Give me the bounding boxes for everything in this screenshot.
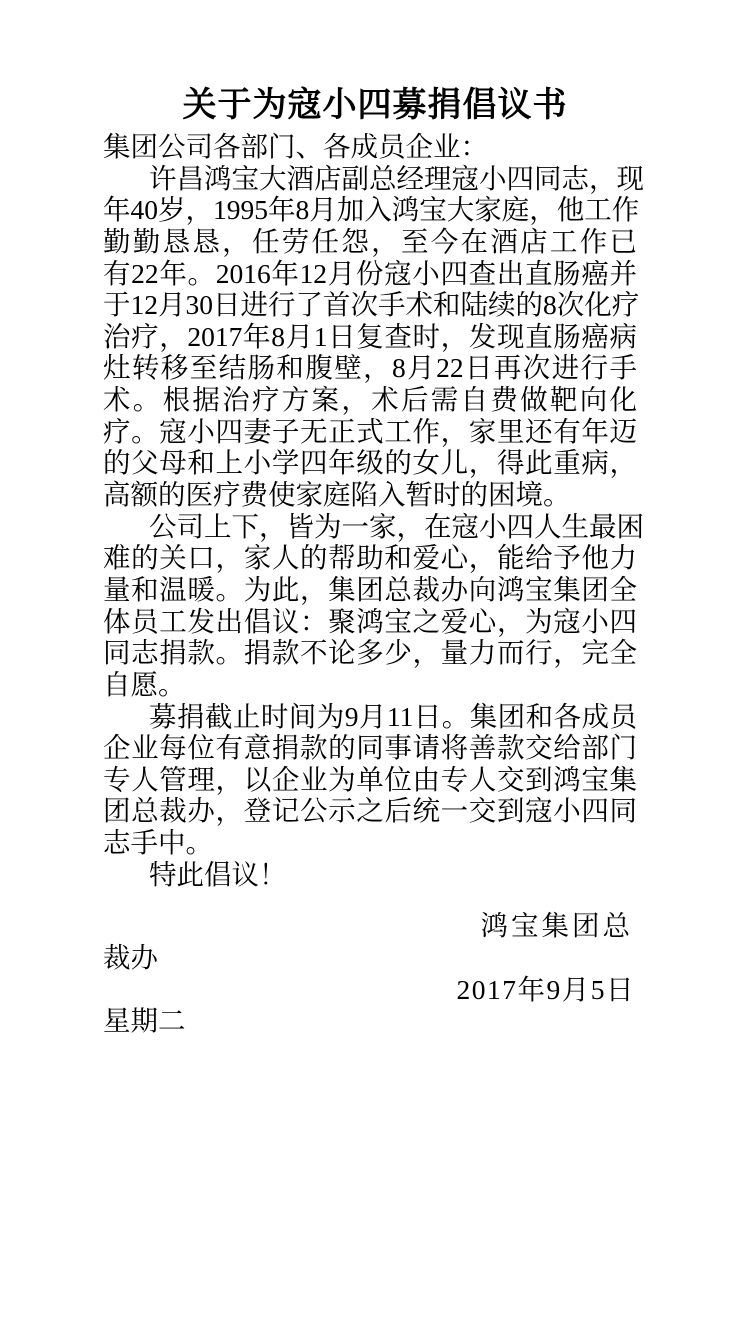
signature-org-line: 鸿宝集团总 bbox=[480, 910, 633, 942]
body-line: 疗。寇小四妻子无正式工作，家里还有年迈 bbox=[103, 415, 637, 447]
body-line: 志手中。 bbox=[103, 827, 213, 859]
body-line: 的父母和上小学四年级的女儿，得此重病， bbox=[103, 447, 637, 479]
body-line: 勤勤恳恳，任劳任怨，至今在酒店工作已 bbox=[103, 225, 637, 257]
signature-weekday-line: 星期二 bbox=[103, 1005, 186, 1037]
salutation-line: 集团公司各部门、各成员企业： bbox=[103, 131, 488, 162]
body-line: 高额的医疗费使家庭陷入暂时的困境。 bbox=[103, 479, 571, 511]
body-line: 专人管理，以企业为单位由专人交到鸿宝集 bbox=[103, 763, 637, 795]
body-line: 公司上下，皆为一家，在寇小四人生最困 bbox=[149, 510, 644, 542]
body-line: 同志捐款。捐款不论多少，量力而行，完全 bbox=[103, 637, 637, 669]
body-line: 募捐截止时间为9月11日。集团和各成员 bbox=[149, 700, 637, 732]
body-line: 灶转移至结肠和腹壁，8月22日再次进行手 bbox=[103, 352, 637, 384]
closing-line: 特此倡议！ bbox=[149, 858, 287, 890]
body-line: 团总裁办，登记公示之后统一交到寇小四同 bbox=[103, 795, 637, 827]
body-line: 许昌鸿宝大酒店副总经理寇小四同志，现 bbox=[149, 162, 644, 194]
blank-line bbox=[103, 890, 637, 910]
body-line: 于12月30日进行了首次手术和陆续的8次化疗 bbox=[103, 289, 640, 321]
body-line: 企业每位有意捐款的同事请将善款交给部门 bbox=[103, 732, 637, 764]
document-body bbox=[103, 131, 644, 1037]
body-line: 自愿。 bbox=[103, 668, 186, 700]
body-line: 治疗，2017年8月1日复查时，发现直肠癌病 bbox=[103, 320, 637, 352]
signature-date-line: 2017年9月5日 bbox=[456, 973, 635, 1005]
document-title: 关于为寇小四募捐倡议书 bbox=[182, 86, 568, 124]
body-line: 难的关口，家人的帮助和爱心，能给予他力 bbox=[103, 542, 637, 574]
body-line: 体员工发出倡议：聚鸿宝之爱心，为寇小四 bbox=[103, 605, 637, 637]
body-line: 术。根据治疗方案，术后需自费做靶向化 bbox=[103, 384, 637, 416]
body-line: 量和温暖。为此，集团总裁办向鸿宝集团全 bbox=[103, 573, 637, 605]
body-line: 有22年。2016年12月份寇小四查出直肠癌并 bbox=[103, 257, 637, 289]
signature-org-wrap-line: 裁办 bbox=[103, 942, 158, 974]
body-line: 年40岁，1995年8月加入鸿宝大家庭，他工作 bbox=[103, 194, 640, 226]
